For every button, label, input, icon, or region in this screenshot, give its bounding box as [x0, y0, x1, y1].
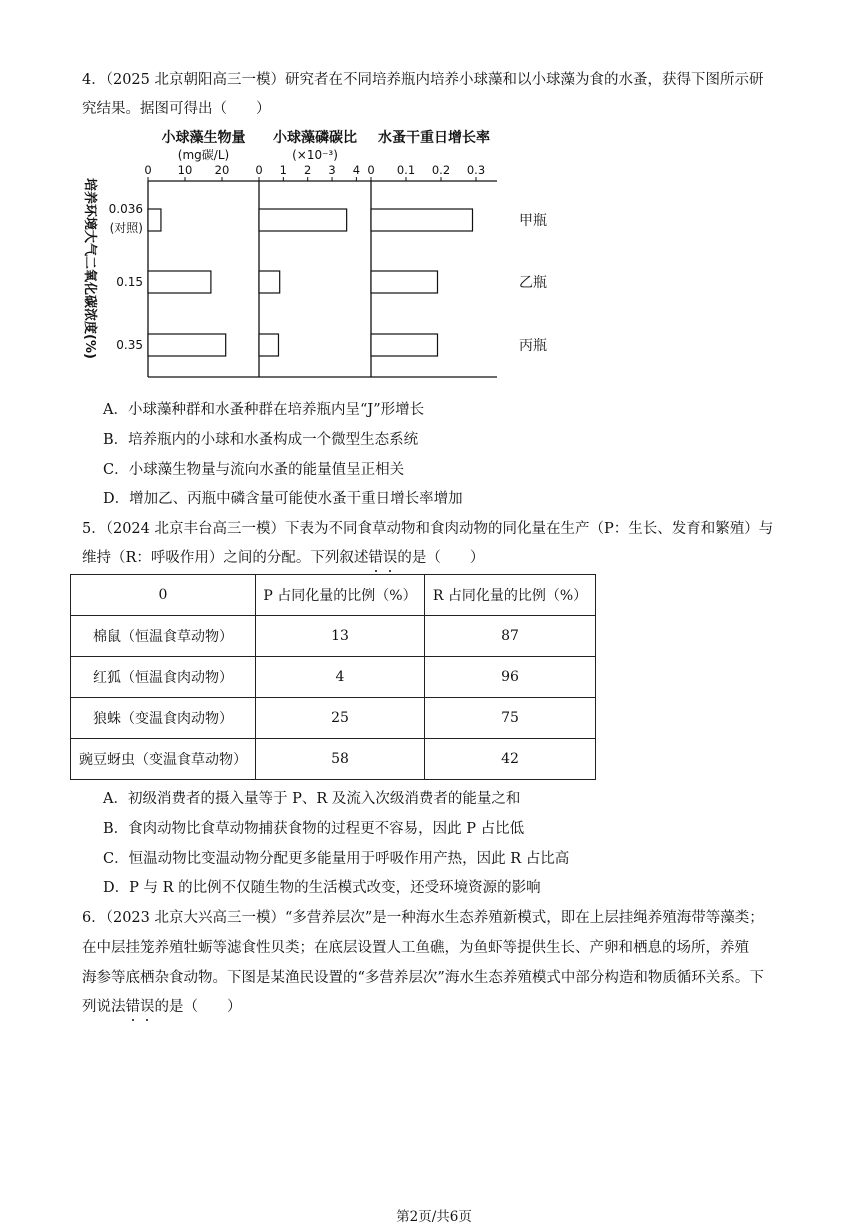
panel-title: 小球藻磷碳比 [273, 130, 357, 146]
tick-label: 0.1 [396, 163, 416, 177]
bar [371, 209, 473, 231]
q6-stem-line2: 在中层挂笼养殖牡蛎等滤食性贝类；在底层设置人工鱼礁，为鱼虾等提供生长、产卵和栖息的场所，养殖 [82, 940, 749, 956]
q6-stem-line4: 列说法错误的是（ ） [82, 995, 242, 1016]
bottle-label: 乙瓶 [519, 275, 547, 291]
table-cell: 58 [256, 739, 425, 780]
bar [371, 334, 438, 356]
table-cell: 13 [256, 616, 425, 657]
tick-label: 4 [352, 163, 361, 177]
bar [148, 334, 226, 356]
page-footer: 第2页/共6页 [396, 1209, 472, 1225]
emphasis-char: 误 [140, 995, 155, 1016]
q5-stem-line1: 5．（2024 北京丰台高三一模）下表为不同食草动物和食肉动物的同化量在生产（P：生长、发育和繁殖）与 [82, 521, 774, 537]
table-cell: 87 [425, 616, 596, 657]
tick-label: 0.3 [466, 163, 486, 177]
category-label: 0.15 [116, 275, 143, 289]
bar [148, 271, 211, 293]
category-label: 0.036 [108, 202, 143, 216]
q4-option-a: A．小球藻种群和水蚤种群在培养瓶内呈“J”形增长 [103, 402, 425, 418]
bar [259, 209, 347, 231]
table-header-cell: R 占同化量的比例（%） [425, 575, 596, 616]
table-header-cell: P 占同化量的比例（%） [256, 575, 425, 616]
table-header-cell: 0 [71, 575, 256, 616]
tick-label: 20 [214, 163, 230, 177]
emphasis-char: 误 [383, 546, 398, 567]
q4-option-c: C．小球藻生物量与流向水蚤的能量值呈正相关 [103, 462, 405, 478]
q5-option-a: A．初级消费者的摄入量等于 P、R 及流入次级消费者的能量之和 [103, 791, 521, 807]
table-row [71, 657, 596, 698]
table-header-row [71, 575, 596, 616]
table-row [71, 698, 596, 739]
q6-stem-line1: 6．（2023 北京大兴高三一模）“多营养层次”是一种海水生态养殖新模式，即在上层挂绳养殖海带等藻类； [82, 910, 764, 926]
tick-label: 0.2 [431, 163, 451, 177]
panel-unit: (×10⁻³) [292, 148, 338, 162]
bottle-label: 丙瓶 [519, 338, 547, 354]
q4-option-b: B．培养瓶内的小球和水蚤构成一个微型生态系统 [103, 432, 419, 448]
table-row [71, 616, 596, 657]
q5-table [70, 574, 596, 780]
panel-title: 水蚤干重日增长率 [378, 130, 490, 146]
table-cell: 75 [425, 698, 596, 739]
tick-label: 1 [279, 163, 288, 177]
bottle-label: 甲瓶 [519, 213, 547, 229]
emphasis-char: 错 [126, 995, 141, 1016]
q4-stem-line2: 究结果。据图可得出（ ） [82, 101, 271, 117]
table-cell: 42 [425, 739, 596, 780]
q4-chart [70, 120, 547, 390]
q5-option-c: C．恒温动物比变温动物分配更多能量用于呼吸作用产热，因此 R 占比高 [103, 851, 570, 867]
y-axis-label: 培养环境大气二氧化碳浓度(%) [82, 178, 97, 359]
tick-label: 3 [328, 163, 336, 177]
q5-stem-line2: 维持（R：呼吸作用）之间的分配。下列叙述错误的是（ ） [82, 546, 484, 567]
tick-label: 0 [144, 163, 152, 177]
table-cell: 4 [256, 657, 425, 698]
q5-option-d: D．P 与 R 的比例不仅随生物的生活模式改变，还受环境资源的影响 [103, 880, 541, 896]
category-label: 0.35 [116, 338, 143, 352]
table-cell: 狼蛛（变温食肉动物） [71, 698, 256, 739]
category-note: (对照) [109, 221, 143, 235]
table-cell: 豌豆蚜虫（变温食草动物） [71, 739, 256, 780]
tick-label: 0 [255, 163, 263, 177]
emphasis-char: 错 [368, 546, 383, 567]
table-cell: 96 [425, 657, 596, 698]
table-cell: 25 [256, 698, 425, 739]
table-row [71, 739, 596, 780]
table-cell: 棉鼠（恒温食草动物） [71, 616, 256, 657]
bar [259, 271, 280, 293]
tick-label: 0 [367, 163, 375, 177]
bar [259, 334, 278, 356]
tick-label: 10 [177, 163, 193, 177]
table-cell: 红狐（恒温食肉动物） [71, 657, 256, 698]
tick-label: 2 [304, 163, 312, 177]
panel-title: 小球藻生物量 [161, 130, 246, 146]
bar [148, 209, 161, 231]
q5-option-b: B．食肉动物比食草动物捕获食物的过程更不容易，因此 P 占比低 [103, 821, 525, 837]
bar [371, 271, 438, 293]
q4-stem-line1: 4．（2025 北京朝阳高三一模）研究者在不同培养瓶内培养小球藻和以小球藻为食的水蚤，获得下图所示研 [82, 72, 764, 88]
q6-stem-line3: 海参等底栖杂食动物。下图是某渔民设置的“多营养层次”海水生态养殖模式中部分构造和物质循环关系。下 [82, 970, 764, 986]
panel-unit: (mg碳/L) [177, 148, 230, 162]
q4-option-d: D．增加乙、丙瓶中磷含量可能使水蚤干重日增长率增加 [103, 491, 463, 507]
